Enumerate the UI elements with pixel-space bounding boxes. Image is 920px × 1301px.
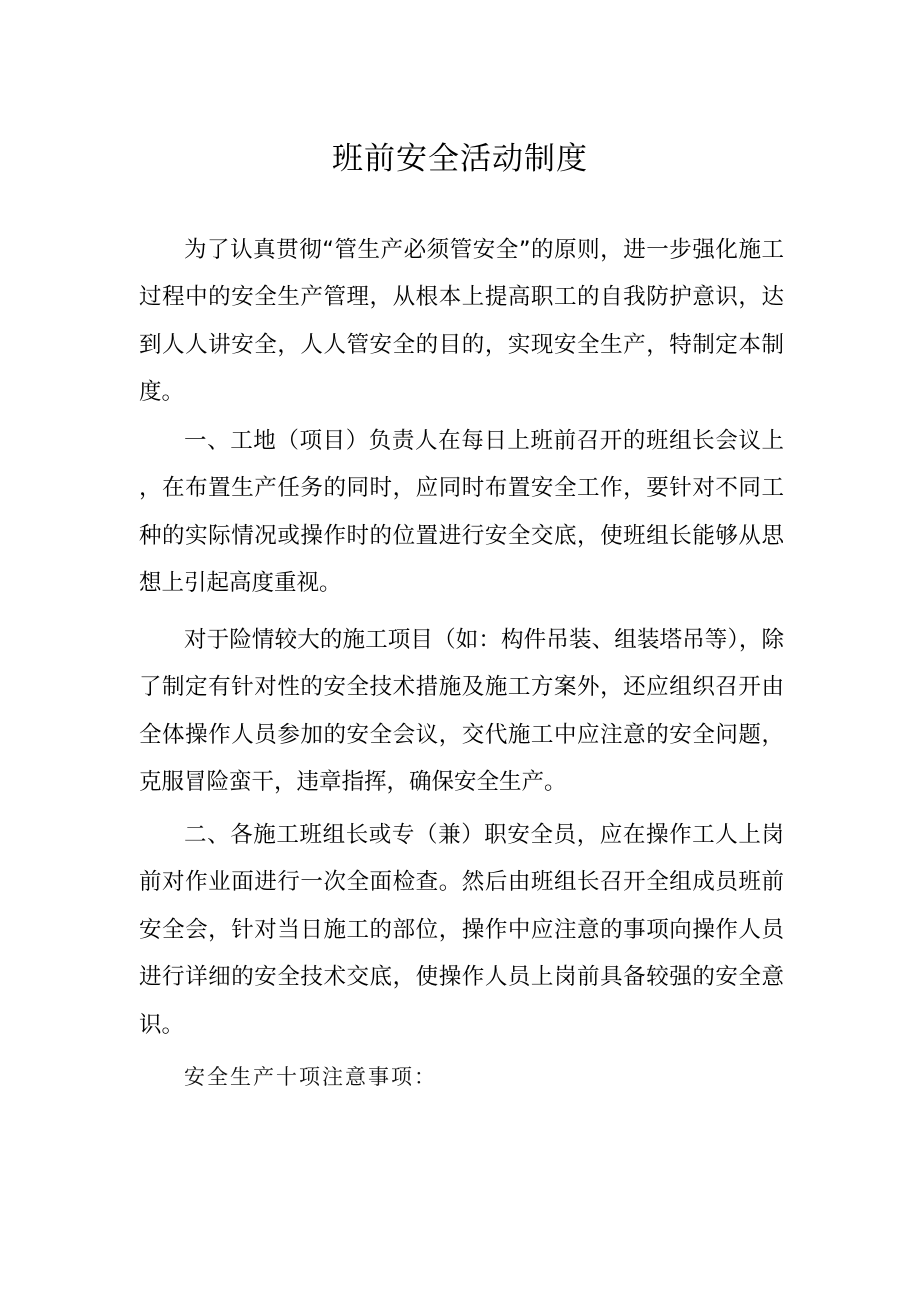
document-title: 班前安全活动制度: [332, 141, 588, 177]
section-subheading: 安全生产十项注意事项：: [184, 1065, 437, 1089]
paragraph-intro: 为了认真贯彻“管生产必须管安全”的原则，进一步强化施工过程中的安全生产管理，从根本上提高职工的自我防护意识，达到人人讲安全，人人管安全的目的，实现安全生产，特制定本制度。: [139, 237, 784, 406]
paragraph-item-2: 二、各施工班组长或专（兼）职安全员，应在操作工人上岗前对作业面进行一次全面检查。然后由班组长召开全组成员班前安全会，针对当日施工的部位，操作中应注意的事项向操作人员进行详细的安全技术交底，使操作人员上岗前具备较强的安全意识。: [139, 822, 784, 1038]
paragraph-item-1: 一、工地（项目）负责人在每日上班前召开的班组长会议上，在布置生产任务的同时，应同时布置安全工作，要针对不同工种的实际情况或操作时的位置进行安全交底，使班组长能够从思想上引起高度重视。: [139, 428, 784, 597]
paragraph-high-risk: 对于险情较大的施工项目（如：构件吊装、组装塔吊等），除了制定有针对性的安全技术措施及施工方案外，还应组织召开由全体操作人员参加的安全会议，交代施工中应注意的安全问题，克服冒险蛮干，违章指挥，确保安全生产。: [139, 627, 784, 796]
